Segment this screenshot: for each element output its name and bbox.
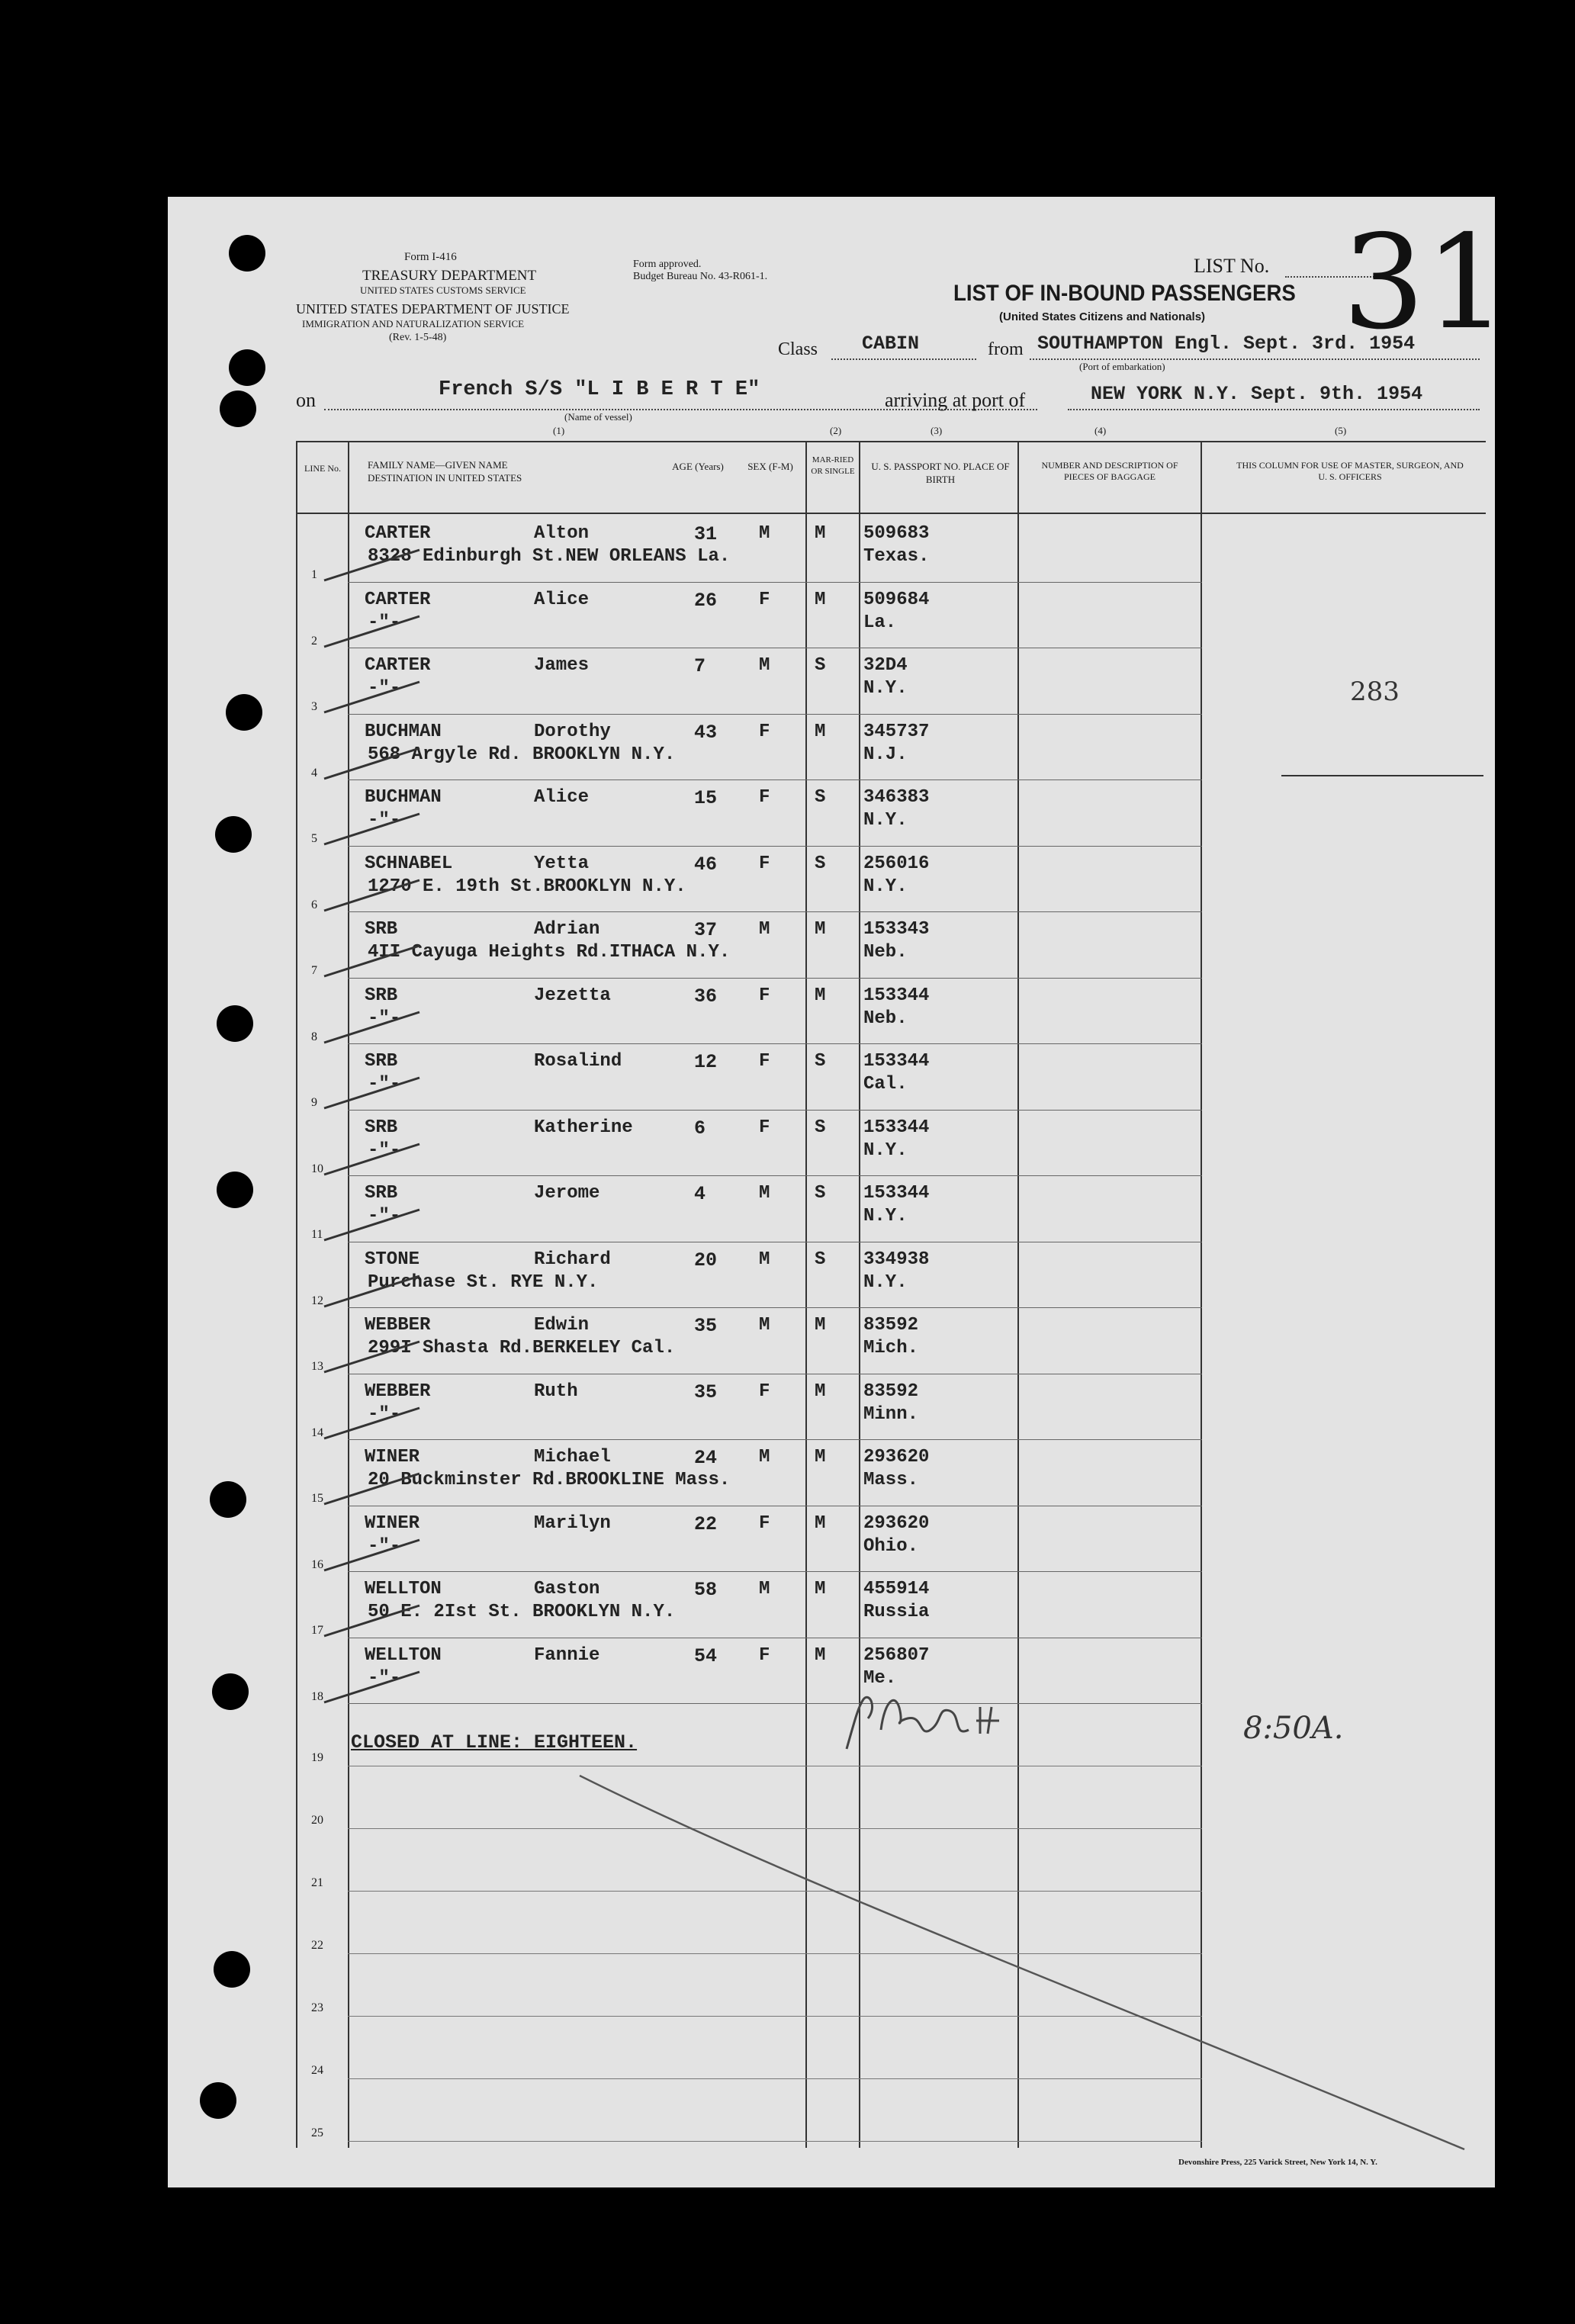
row-rule [348, 1439, 1202, 1440]
sex: F [759, 853, 770, 874]
destination: 299I Shasta Rd.BERKELEY Cal. [368, 1338, 676, 1358]
sex: F [759, 1512, 770, 1534]
age: 35 [694, 1381, 718, 1403]
destination: -"- [368, 1535, 401, 1557]
given-name: Dorothy [534, 721, 611, 742]
form-number: Form I-416 [404, 251, 457, 263]
check-stroke [320, 1404, 427, 1442]
place-of-birth: La. [863, 612, 897, 633]
age: 20 [694, 1249, 718, 1271]
marital-status: S [815, 655, 826, 676]
place-of-birth: Cal. [863, 1074, 908, 1094]
customs-service: UNITED STATES CUSTOMS SERVICE [360, 284, 526, 296]
age: 58 [694, 1579, 718, 1601]
on-label: on [296, 389, 316, 411]
line-number: 17 [311, 1624, 323, 1637]
destination: -"- [368, 810, 401, 831]
given-name: Alice [534, 787, 590, 808]
place-of-birth: Mich. [863, 1338, 919, 1358]
punch-hole [217, 1005, 253, 1042]
row-rule [348, 582, 1202, 583]
destination: 8328 Edinburgh St.NEW ORLEANS La. [368, 546, 731, 567]
given-name: Michael [534, 1447, 611, 1467]
table-left-border [296, 441, 297, 2148]
officer-rule [1281, 775, 1483, 776]
class-line [831, 358, 976, 360]
sex: F [759, 787, 770, 808]
form-revision: (Rev. 1-5-48) [389, 332, 447, 343]
given-name: Marilyn [534, 1512, 611, 1534]
destination: -"- [368, 612, 401, 633]
check-stroke [320, 612, 427, 651]
place-of-birth: N.Y. [863, 1271, 908, 1293]
destination: -"- [368, 1667, 401, 1689]
officer-note: 283 [1350, 677, 1400, 707]
passport-number: 334938 [863, 1249, 930, 1270]
closed-at-line: CLOSED AT LINE: EIGHTEEN. [351, 1731, 638, 1753]
family-name: WINER [365, 1512, 420, 1534]
family-name: CARTER [365, 589, 431, 610]
family-name: BUCHMAN [365, 721, 442, 742]
age: 26 [694, 589, 718, 612]
age: 12 [694, 1051, 718, 1073]
sex: M [759, 1249, 770, 1270]
destination: 568 Argyle Rd. BROOKLYN N.Y. [368, 744, 676, 765]
manifest-subtitle: (United States Citizens and Nationals) [999, 310, 1206, 323]
sex: M [759, 1447, 770, 1467]
sex: M [759, 1315, 770, 1336]
sex: F [759, 589, 770, 610]
marital-status: S [815, 1183, 826, 1204]
place-of-birth: Neb. [863, 942, 908, 963]
punch-hole [215, 816, 252, 853]
place-of-birth: N.Y. [863, 1139, 908, 1161]
closing-diagonal-line [564, 1768, 1480, 2165]
check-stroke [320, 546, 427, 584]
check-stroke [320, 1206, 427, 1244]
sex: F [759, 1117, 770, 1138]
family-name: CARTER [365, 523, 431, 544]
place-of-birth: N.Y. [863, 876, 908, 897]
family-name: BUCHMAN [365, 787, 442, 808]
family-name: SCHNABEL [365, 853, 453, 874]
age: 6 [694, 1117, 706, 1139]
family-name: SRB [365, 1051, 398, 1072]
passport-number: 83592 [863, 1315, 919, 1336]
row-rule [348, 1110, 1202, 1111]
place-of-birth: Russia [863, 1602, 930, 1622]
age: 22 [694, 1512, 718, 1535]
age: 36 [694, 985, 718, 1008]
from-label: from [988, 339, 1024, 359]
row-rule [348, 911, 1202, 912]
col-num-3: (3) [931, 425, 943, 436]
manifest-page [168, 197, 1508, 2187]
punch-hole [214, 1951, 250, 1988]
check-stroke [320, 942, 427, 980]
col-header-destination: DESTINATION IN UNITED STATES [368, 472, 522, 484]
family-name: SRB [365, 1117, 398, 1138]
destination: -"- [368, 1008, 401, 1029]
row-rule [348, 714, 1202, 715]
time-note: 8:50A. [1243, 1711, 1344, 1746]
line-number: 12 [311, 1294, 323, 1307]
check-stroke [320, 1338, 427, 1376]
family-name: WEBBER [365, 1381, 431, 1402]
printer-footer: Devonshire Press, 225 Varick Street, New York 14, N. Y. [1178, 2158, 1377, 2167]
col-header-baggage: NUMBER AND DESCRIPTION OF PIECES OF BAGGAGE [1041, 460, 1178, 482]
place-of-birth: Minn. [863, 1403, 919, 1425]
row-rule [348, 978, 1202, 979]
age: 7 [694, 655, 706, 677]
row-rule [348, 779, 1202, 780]
punch-hole [220, 391, 256, 427]
destination: 50 E. 2Ist St. BROOKLYN N.Y. [368, 1602, 676, 1622]
row-rule [348, 1307, 1202, 1308]
row-rule [348, 1043, 1202, 1044]
given-name: Gaston [534, 1579, 600, 1599]
destination: -"- [368, 1206, 401, 1226]
family-name: SRB [365, 985, 398, 1006]
destination: -"- [368, 678, 401, 699]
destination: Purchase St. RYE N.Y. [368, 1271, 599, 1293]
passport-number: 293620 [863, 1447, 930, 1467]
line-number: 11 [311, 1228, 323, 1241]
passport-number: 256016 [863, 853, 930, 874]
marital-status: M [815, 1644, 826, 1666]
check-stroke [320, 744, 427, 783]
family-name: SRB [365, 919, 398, 940]
col-header-passport: U. S. PASSPORT NO. PLACE OF BIRTH [871, 461, 1010, 485]
sex: M [759, 919, 770, 940]
passport-number: 455914 [863, 1579, 930, 1599]
vessel-caption: (Name of vessel) [564, 411, 632, 423]
check-stroke [320, 1272, 427, 1310]
given-name: Fannie [534, 1644, 600, 1666]
arrival-value: NEW YORK N.Y. Sept. 9th. 1954 [1091, 383, 1423, 405]
family-name: STONE [365, 1249, 420, 1270]
destination: 20 Buckminster Rd.BROOKLINE Mass. [368, 1470, 731, 1490]
check-stroke [320, 1668, 427, 1706]
line-number: 13 [311, 1360, 323, 1373]
sex: F [759, 721, 770, 742]
punch-hole [217, 1172, 253, 1208]
line-number: 7 [311, 964, 317, 977]
given-name: Yetta [534, 853, 590, 874]
age: 46 [694, 853, 718, 876]
place-of-birth: Texas. [863, 546, 930, 567]
list-number: 31 [1342, 207, 1508, 358]
check-stroke [320, 876, 427, 914]
justice-dept: UNITED STATES DEPARTMENT OF JUSTICE [296, 301, 570, 317]
given-name: Jezetta [534, 985, 611, 1006]
age: 15 [694, 787, 718, 809]
col-header-sex: SEX (F-M) [747, 461, 793, 472]
sex: F [759, 1644, 770, 1666]
age: 24 [694, 1447, 718, 1469]
line-number: 4 [311, 766, 317, 779]
vessel-value: French S/S "L I B E R T E" [439, 378, 760, 401]
line-number: 19 [311, 1751, 323, 1764]
col-num-5: (5) [1335, 425, 1347, 436]
list-no-label: LIST No. [1194, 255, 1270, 277]
sex: M [759, 1579, 770, 1599]
family-name: WEBBER [365, 1315, 431, 1336]
family-name: CARTER [365, 655, 431, 676]
family-name: WELLTON [365, 1579, 442, 1599]
marital-status: S [815, 1117, 826, 1138]
marital-status: M [815, 1512, 826, 1534]
marital-status: S [815, 1051, 826, 1072]
line-number: 14 [311, 1426, 323, 1439]
given-name: James [534, 655, 590, 676]
line-number: 9 [311, 1096, 317, 1109]
budget-bureau: Budget Bureau No. 43-R061-1. [633, 271, 768, 282]
passport-number: 509684 [863, 589, 930, 610]
class-value: CABIN [862, 333, 920, 355]
col-header-line-no: LINE No. [304, 463, 341, 474]
place-of-birth: Me. [863, 1667, 897, 1689]
age: 54 [694, 1644, 718, 1667]
line-number: 2 [311, 634, 317, 648]
check-stroke [320, 678, 427, 716]
given-name: Adrian [534, 919, 600, 940]
sex: F [759, 1381, 770, 1402]
passport-number: 32D4 [863, 655, 908, 676]
punch-hole [229, 349, 265, 386]
passport-number: 345737 [863, 721, 930, 742]
passport-number: 153343 [863, 919, 930, 940]
passport-number: 153344 [863, 1117, 930, 1138]
col-header-officers: THIS COLUMN FOR USE OF MASTER, SURGEON, AND U. S. OFFICERS [1236, 460, 1464, 482]
manifest-title: LIST OF IN-BOUND PASSENGERS [953, 281, 1296, 306]
punch-hole [226, 694, 262, 731]
place-of-birth: Ohio. [863, 1535, 919, 1557]
line-number: 22 [311, 1939, 323, 1952]
ins-service: IMMIGRATION AND NATURALIZATION SERVICE [302, 318, 525, 329]
destination: 1270 E. 19th St.BROOKLYN N.Y. [368, 876, 686, 897]
destination: -"- [368, 1139, 401, 1161]
marital-status: S [815, 787, 826, 808]
marital-status: M [815, 919, 826, 940]
place-of-birth: N.J. [863, 744, 908, 765]
check-stroke [320, 1602, 427, 1640]
sex: M [759, 1183, 770, 1204]
place-of-birth: N.Y. [863, 810, 908, 831]
line-number: 5 [311, 832, 317, 845]
check-stroke [320, 1008, 427, 1046]
age: 35 [694, 1315, 718, 1337]
sex: F [759, 985, 770, 1006]
check-stroke [320, 1074, 427, 1112]
table-top-border [296, 441, 1486, 442]
form-approved: Form approved. [633, 259, 702, 270]
punch-hole [210, 1481, 246, 1518]
col-header-name: FAMILY NAME—GIVEN NAME [368, 459, 508, 471]
treasury-dept: TREASURY DEPARTMENT [362, 268, 537, 284]
row-rule [348, 1175, 1202, 1176]
passport-number: 509683 [863, 523, 930, 544]
marital-status: M [815, 1579, 826, 1599]
row-rule [348, 1571, 1202, 1572]
check-stroke [320, 1536, 427, 1574]
punch-hole [229, 235, 265, 272]
given-name: Alice [534, 589, 590, 610]
destination: -"- [368, 1403, 401, 1425]
destination: 4II Cayuga Heights Rd.ITHACA N.Y. [368, 942, 731, 963]
line-number: 8 [311, 1030, 317, 1043]
line-number: 3 [311, 700, 317, 713]
sex: M [759, 523, 770, 544]
col-header-married: MAR-RIED OR SINGLE [811, 455, 855, 476]
marital-status: S [815, 853, 826, 874]
punch-hole [200, 2082, 236, 2119]
line-number: 25 [311, 2126, 323, 2139]
line-number: 24 [311, 2064, 323, 2077]
marital-status: M [815, 1381, 826, 1402]
check-stroke [320, 810, 427, 848]
line-number: 23 [311, 2001, 323, 2014]
vessel-caption-number: (1) [553, 425, 565, 436]
line-number: 1 [311, 568, 317, 581]
class-label: Class [778, 339, 818, 359]
passport-number: 83592 [863, 1381, 919, 1402]
passport-number: 346383 [863, 787, 930, 808]
line-number: 20 [311, 1814, 323, 1827]
col-num-4: (4) [1094, 425, 1107, 436]
line-number: 21 [311, 1876, 323, 1889]
marital-status: S [815, 1249, 826, 1270]
header-bottom-border [296, 513, 1486, 514]
line-number: 6 [311, 898, 317, 911]
passport-number: 293620 [863, 1512, 930, 1534]
age: 43 [694, 721, 718, 744]
place-of-birth: N.Y. [863, 678, 908, 699]
passport-number: 153344 [863, 1183, 930, 1204]
from-value: SOUTHAMPTON Engl. Sept. 3rd. 1954 [1037, 333, 1416, 355]
punch-hole [212, 1673, 249, 1710]
passport-number: 256807 [863, 1644, 930, 1666]
line-number: 18 [311, 1689, 323, 1703]
line-number: 16 [311, 1557, 323, 1571]
age: 4 [694, 1183, 706, 1205]
given-name: Edwin [534, 1315, 590, 1336]
passport-number: 153344 [863, 1051, 930, 1072]
sex: M [759, 655, 770, 676]
given-name: Jerome [534, 1183, 600, 1204]
sex: F [759, 1051, 770, 1072]
from-line [1030, 358, 1480, 360]
check-stroke [320, 1140, 427, 1178]
passport-number: 153344 [863, 985, 930, 1006]
age: 31 [694, 523, 718, 545]
row-rule [348, 846, 1202, 847]
arrival-line [1068, 409, 1480, 410]
age: 37 [694, 919, 718, 941]
place-of-birth: Mass. [863, 1470, 919, 1490]
col-header-age: AGE (Years) [672, 461, 724, 472]
arriving-label: arriving at port of [885, 389, 1026, 411]
marital-status: M [815, 985, 826, 1006]
given-name: Alton [534, 523, 590, 544]
given-name: Rosalind [534, 1051, 622, 1072]
family-name: WINER [365, 1447, 420, 1467]
place-of-birth: N.Y. [863, 1206, 908, 1226]
check-stroke [320, 1470, 427, 1508]
family-name: SRB [365, 1183, 398, 1204]
place-of-birth: Neb. [863, 1008, 908, 1029]
handwritten-signature [824, 1676, 1129, 1760]
line-number: 15 [311, 1492, 323, 1505]
marital-status: M [815, 523, 826, 544]
marital-status: M [815, 721, 826, 742]
col-num-2: (2) [830, 425, 842, 436]
given-name: Richard [534, 1249, 611, 1270]
destination: -"- [368, 1074, 401, 1094]
given-name: Katherine [534, 1117, 633, 1138]
marital-status: M [815, 589, 826, 610]
marital-status: M [815, 1447, 826, 1467]
marital-status: M [815, 1315, 826, 1336]
port-embarkation-caption: (Port of embarkation) [1079, 361, 1165, 372]
family-name: WELLTON [365, 1644, 442, 1666]
given-name: Ruth [534, 1381, 578, 1402]
line-number: 10 [311, 1162, 323, 1175]
